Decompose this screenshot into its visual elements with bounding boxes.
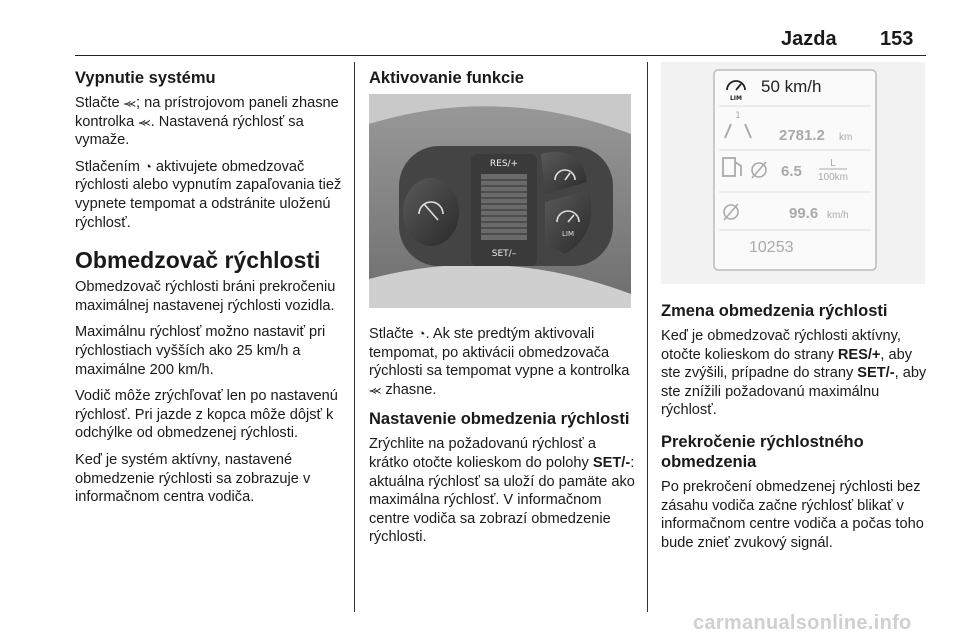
paragraph (369, 435, 637, 547)
text-bold: RES/+ (837, 346, 881, 363)
res-label: RES/+ (489, 159, 519, 169)
steering-wheel-svg (369, 94, 631, 308)
consumption-unit-bottom: 100km (817, 172, 849, 183)
running-header-section: Jazda (781, 28, 837, 50)
lim-label: LIM (729, 95, 743, 102)
column-middle (369, 62, 637, 555)
column-divider (354, 62, 355, 612)
paragraph: Obmedzovač rýchlosti bráni prekročeniu maximálnej nastavenej rýchlosti vozidla. (75, 279, 336, 314)
consumption-unit-top: L (830, 158, 836, 169)
odometer: 10253 (749, 239, 794, 256)
text: , aby ste zvýšili, prípadne do strany (661, 346, 913, 382)
heading-activate-function: Aktivovanie funkcie (369, 69, 524, 87)
header-rule (75, 55, 926, 56)
heading-change-limit: Zmena obmedzenia rýchlosti (661, 302, 888, 320)
text: aktivujete obmedzovač rýchlosti alebo vypnutím zapaľovania tiež vypnete tempomat a odstránite uloženú rýchlosť. (75, 158, 342, 231)
text: , aby ste znížili požadovanú maximálnu rýchlosť. (661, 365, 927, 419)
paragraph (661, 327, 933, 420)
text: Stlačením (75, 158, 144, 175)
text: Stlačte (369, 326, 418, 342)
cruise-off-icon: ⪻ (123, 95, 136, 110)
paragraph: Po prekročení obmedzenej rýchlosti bez zásahu vodiča začne rýchlosť blikať v informačnom centre vodiča a počas toho bude znieť zvukový signál. (661, 478, 924, 551)
speed-limiter-icon: ◔ (417, 326, 426, 341)
avg-speed: 99.6 (789, 205, 819, 222)
limit-speed-value: 50 km/h (761, 77, 822, 96)
set-label: SET/– (491, 249, 517, 259)
page-number: 153 (880, 28, 914, 50)
paragraph (369, 325, 637, 399)
paragraph (75, 158, 345, 232)
text: ; na prístrojovom paneli zhasne kontrolka (75, 95, 339, 130)
text: Stlačte (75, 95, 124, 111)
trip-distance-unit: km (839, 132, 853, 143)
text-bold: SET/- (592, 454, 631, 471)
paragraph: Keď je systém aktívny, nastavené obmedzenie rýchlosti sa zobrazuje v informačnom centra vodiča. (75, 451, 311, 506)
trip-distance: 2781.2 (779, 127, 825, 144)
text: : aktuálna rýchlosť sa uloží do pamäte ako maximálna rýchlosť. V informačnom centre vodiča sa zobrazí obmedzenie rýchlosti. (369, 454, 635, 546)
text: . Ak ste predtým aktivovali tempomat, po aktivácii obmedzovača rýchlosti sa tempomat vypne a kontrolka (369, 326, 630, 380)
dic-display-svg (661, 62, 925, 284)
speed-limiter-icon: ◔ (143, 158, 152, 174)
paragraph: Maximálnu rýchlosť možno nastaviť pri rýchlostiach vyšších ako 25 km/h a maximálne 200 km/h. (75, 324, 326, 378)
text: . Nastavená rýchlosť sa vymaže. (75, 113, 304, 149)
column-divider (647, 62, 648, 612)
driver-info-centre-illustration (661, 62, 933, 289)
heading-set-limit: Nastavenie obmedzenia rýchlosti (369, 410, 630, 429)
text: Keď je obmedzovač rýchlosti aktívny, otočte kolieskom do strany (661, 328, 901, 363)
avg-consumption: 6.5 (781, 163, 802, 180)
text: Zrýchlite na požadovanú rýchlosť a krátko otočte kolieskom do polohy (369, 436, 596, 471)
heading-exceed-limit: Prekročenie rýchlostného obmedzenia (661, 432, 864, 471)
column-left (75, 62, 345, 515)
cruise-off-icon: ⪻ (138, 113, 151, 129)
trip-number: 1 (735, 111, 741, 121)
heading-disable-system: Vypnutie systému (75, 69, 216, 87)
lim-label: LIM (561, 230, 575, 238)
text: zhasne. (381, 381, 437, 398)
paragraph (75, 94, 345, 150)
cruise-off-icon: ⪻ (369, 381, 382, 397)
heading-speed-limiter: Obmedzovač rýchlosti (75, 247, 321, 274)
thumbwheel (481, 174, 527, 240)
text-bold: SET/- (857, 365, 895, 382)
avg-speed-unit: km/h (827, 210, 849, 221)
watermark: carmanualsonline.info (693, 612, 912, 634)
paragraph: Vodič môže zrýchľovať len po nastavenú rýchlosť. Pri jazde z kopca môže dôjsť k odchýlke od obmedzenej rýchlosti. (75, 388, 338, 442)
column-right (661, 62, 933, 560)
steering-wheel-controls-illustration (369, 94, 637, 313)
